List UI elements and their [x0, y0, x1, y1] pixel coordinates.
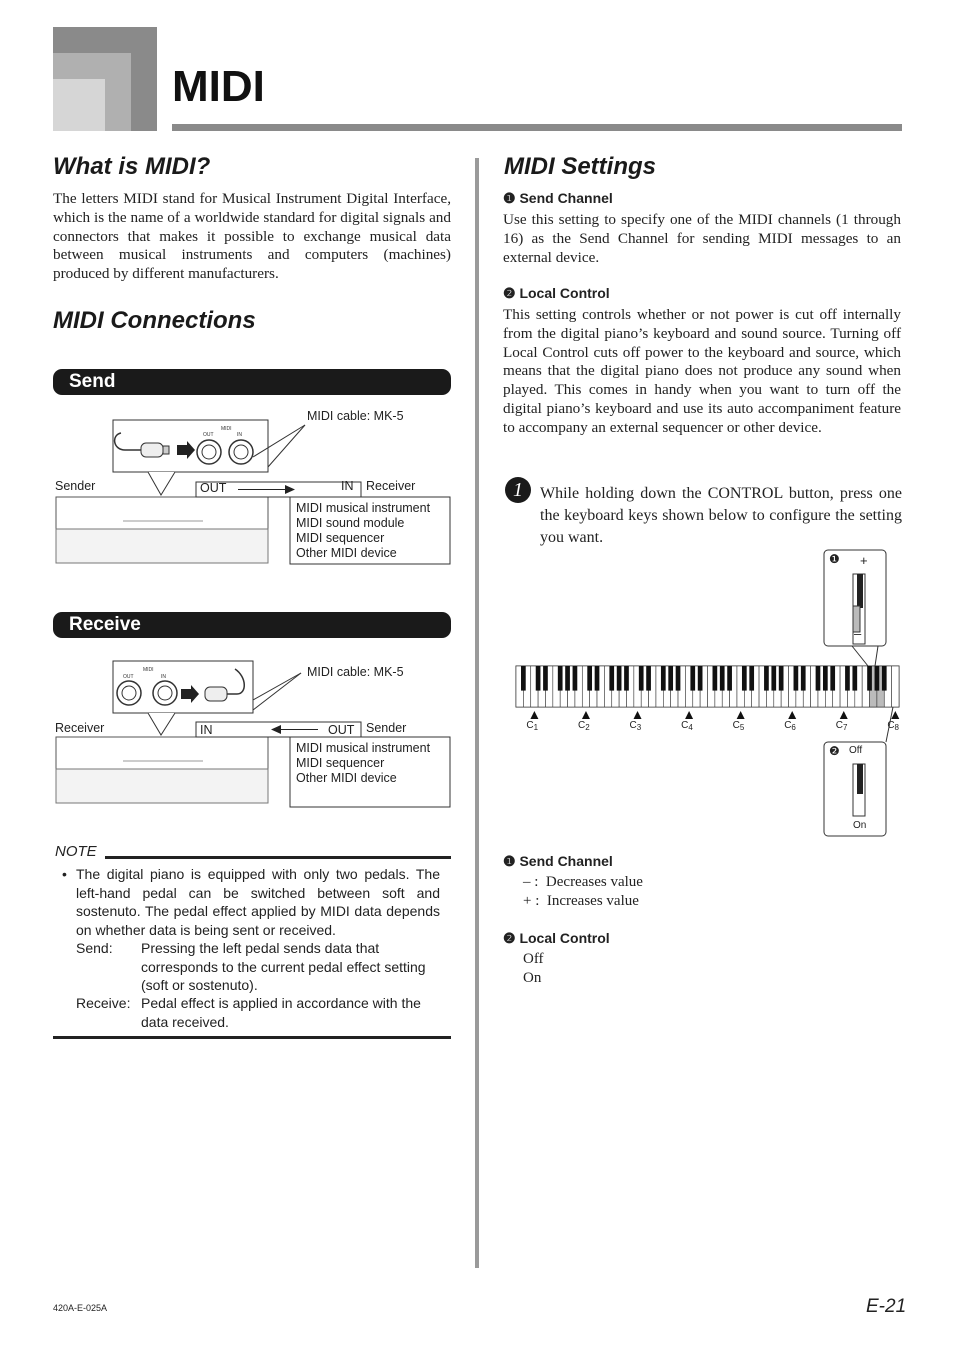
black-key — [749, 666, 754, 691]
step-number: 1 — [505, 477, 531, 503]
legend-send-minus: – : Decreases value — [523, 874, 643, 890]
marker-2-icon: ❷ — [503, 285, 516, 301]
note-receive-term: Receive: — [76, 995, 131, 1011]
receive-cable-label: MIDI cable: MK-5 — [307, 665, 404, 679]
black-key — [794, 666, 799, 691]
black-key — [823, 666, 828, 691]
c-key-label: $C_2$ — [577, 720, 590, 732]
page-number: E-21 — [866, 1296, 907, 1317]
send-jack-out-label: OUT — [203, 432, 214, 438]
send-plug-icon — [141, 443, 163, 457]
inset2-off-label: Off — [849, 745, 863, 756]
c-key-label: $C_1$ — [526, 720, 539, 732]
list-item: MIDI musical instrument — [296, 741, 431, 755]
receive-receiver-label: Receiver — [55, 721, 105, 735]
list-item: Other MIDI device — [296, 546, 397, 560]
white-key — [892, 666, 899, 707]
note-receive-def: Pedal effect is applied in accordance with the data received. — [141, 995, 421, 1030]
note-bottom-rule — [53, 1036, 451, 1039]
column-divider — [475, 158, 479, 1268]
c-key-label: $C_4$ — [681, 720, 693, 732]
c-key-label: $C_3$ — [629, 720, 642, 732]
black-key — [543, 666, 548, 691]
receive-jack-midi-label: MIDI — [143, 667, 154, 673]
black-key — [875, 666, 880, 691]
inset2-on-label: On — [853, 820, 867, 831]
legend-marker-2-icon: ❷ — [503, 930, 516, 946]
black-key — [661, 666, 666, 691]
black-key — [558, 666, 563, 691]
keyboard-diagram — [503, 548, 903, 840]
legend-local-off: Off — [523, 951, 544, 967]
note-send-term: Send: — [76, 940, 113, 956]
receive-in-label: IN — [200, 723, 213, 737]
send-out-label: OUT — [200, 481, 227, 495]
send-receiver-label: Receiver — [366, 479, 416, 493]
note-send-def: Pressing the left pedal sends data that corresponds to the current pedal effect setting (soft or sostenuto). — [141, 940, 426, 993]
footer-code: 420A-E-025A — [53, 1303, 108, 1313]
black-key — [816, 666, 821, 691]
local-control-title — [503, 285, 610, 302]
list-item: MIDI sequencer — [296, 531, 385, 545]
midi-connections-heading: MIDI Connections — [53, 307, 256, 334]
inset2-marker-icon: ❷ — [829, 744, 840, 758]
black-key — [676, 666, 681, 691]
black-key — [587, 666, 592, 691]
receive-out-jack-icon — [117, 681, 141, 705]
send-jack-in-label: IN — [237, 432, 242, 438]
black-key — [609, 666, 614, 691]
page-title: MIDI — [172, 62, 265, 111]
black-key — [639, 666, 644, 691]
black-key — [713, 666, 718, 691]
inset1-plus-label: + — [860, 553, 868, 568]
legend-send-channel-text: Send Channel — [519, 853, 613, 869]
black-key — [727, 666, 732, 691]
black-key — [646, 666, 651, 691]
c-marker-icon — [788, 711, 796, 719]
black-key — [852, 666, 857, 691]
keyboard-svg — [503, 548, 903, 840]
send-channel-title-text: Send Channel — [519, 190, 613, 206]
inset1-pointer-right — [875, 646, 878, 666]
send-callout-pointer — [148, 472, 175, 495]
send-device-list — [290, 497, 462, 565]
note-top-rule — [105, 856, 451, 859]
list-item: Other MIDI device — [296, 771, 397, 785]
black-key — [698, 666, 703, 691]
list-item: MIDI musical instrument — [296, 501, 431, 515]
receive-sender-label: Sender — [366, 721, 407, 735]
receive-in-jack-icon — [153, 681, 177, 705]
send-out-jack-icon — [197, 440, 221, 464]
inset1-marker-icon: ❶ — [829, 552, 840, 566]
send-sender-label: Sender — [55, 479, 96, 493]
send-channel-title — [503, 190, 613, 207]
c-marker-icon — [891, 711, 899, 719]
receive-bar: Receive — [53, 612, 451, 638]
marker-1-icon: ❶ — [503, 190, 516, 206]
c-marker-icon — [634, 711, 642, 719]
c-marker-icon — [737, 711, 745, 719]
send-diagram — [53, 405, 451, 575]
receive-callout-pointer — [148, 713, 175, 735]
send-in-jack-icon — [229, 440, 253, 464]
black-key — [867, 666, 872, 691]
send-bar: Send — [53, 369, 451, 395]
receive-out-label: OUT — [328, 723, 355, 737]
c-key-label: $C_8$ — [887, 720, 899, 732]
inset1-minus-label: – — [854, 626, 862, 641]
midi-settings-heading: MIDI Settings — [504, 153, 657, 180]
receive-plug-icon — [205, 687, 227, 701]
black-key — [779, 666, 784, 691]
black-key — [536, 666, 541, 691]
c-marker-icon — [685, 711, 693, 719]
send-in-label: IN — [341, 479, 354, 493]
receive-diagram — [53, 655, 451, 815]
note-bullet: • — [62, 866, 67, 882]
receive-device-list — [290, 737, 462, 790]
local-control-body: This setting controls whether or not power is cut off internally from the digital piano’s keyboard and sound source. Turning off Local Control cuts off power to the keyboard and source, which means that the digital piano does not produce any sound when played. This comes in handy when you want to turn off the digital piano’s keyboard and use its auto accompaniment feature to accompany an external sequencer or other device. — [503, 306, 901, 436]
list-item: MIDI sequencer — [296, 756, 385, 770]
black-key — [830, 666, 835, 691]
title-rule — [172, 124, 902, 131]
c-marker-icon — [840, 711, 848, 719]
legend-local-on: On — [523, 970, 542, 986]
c-marker-icon — [530, 711, 538, 719]
black-key — [690, 666, 695, 691]
receive-jack-out-label: OUT — [123, 674, 134, 680]
local-control-title-text: Local Control — [519, 285, 610, 301]
black-key — [845, 666, 850, 691]
black-key — [764, 666, 769, 691]
inset1-pointer-left — [852, 646, 868, 666]
c-key-label: $C_5$ — [732, 720, 745, 732]
header-graphic-light — [53, 79, 105, 131]
note-label: NOTE — [55, 843, 97, 860]
black-key — [595, 666, 600, 691]
send-channel-body: Use this setting to specify one of the MIDI channels (1 through 16) as the Send Channel for sending MIDI messages to an external device. — [503, 211, 901, 266]
receive-jack-in-label: IN — [161, 674, 166, 680]
black-key — [624, 666, 629, 691]
black-key — [668, 666, 673, 691]
c-marker-icon — [582, 711, 590, 719]
legend-local-control-title — [503, 930, 610, 947]
receive-connection-svg — [53, 655, 451, 815]
send-cable-label: MIDI cable: MK-5 — [307, 409, 404, 423]
note-text: The digital piano is equipped with only two pedals. The left-hand pedal can be switched between soft and sostenuto. The pedal effect applied by MIDI data depends on whether data is being sent or received. — [76, 866, 440, 938]
what-is-midi-heading: What is MIDI? — [53, 153, 211, 180]
what-is-midi-body: The letters MIDI stand for Musical Instrument Digital Interface, which is the name of a worldwide standard for digital signals and connectors that makes it possible to exchange musical data between musical instruments and computers (machines) produced by different manufacturers. — [53, 190, 451, 283]
c-key-label: $C_7$ — [835, 720, 848, 732]
send-jack-midi-label: MIDI — [221, 426, 232, 432]
legend-send-plus: + : Increases value — [523, 893, 639, 909]
legend-send-channel-title — [503, 853, 613, 870]
black-key — [771, 666, 776, 691]
black-key — [521, 666, 526, 691]
list-item: MIDI sound module — [296, 516, 405, 530]
black-key — [617, 666, 622, 691]
black-key — [565, 666, 570, 691]
legend-marker-1-icon: ❶ — [503, 853, 516, 869]
c-key-label: $C_6$ — [784, 720, 796, 732]
black-key — [882, 666, 887, 691]
black-key — [573, 666, 578, 691]
black-key — [801, 666, 806, 691]
black-key — [742, 666, 747, 691]
black-key — [720, 666, 725, 691]
step-text: While holding down the CONTROL button, press one the keyboard keys shown below to configure the setting you want. — [540, 485, 902, 546]
legend-local-control-text: Local Control — [519, 930, 610, 946]
